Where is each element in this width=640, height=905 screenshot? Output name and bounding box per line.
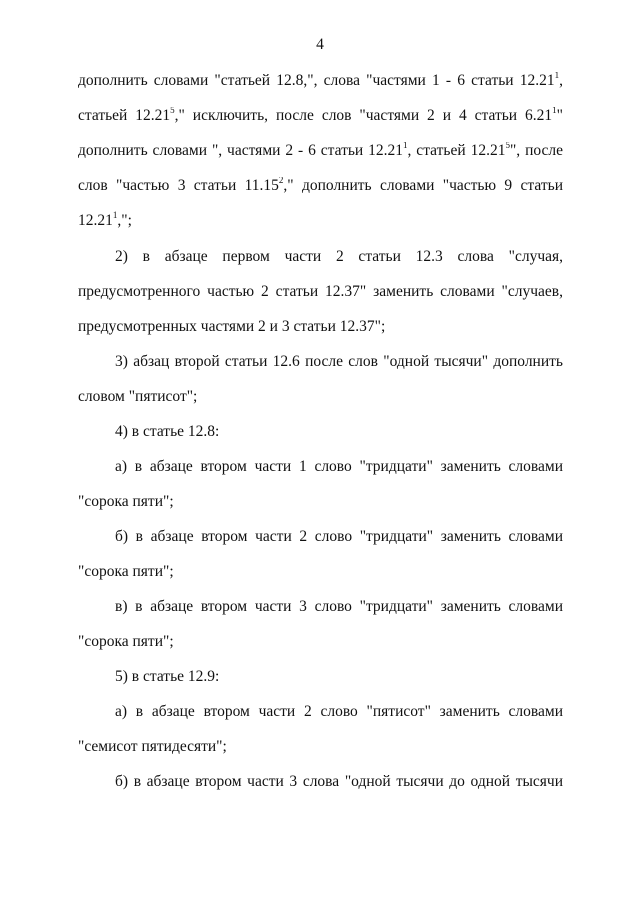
text-segment: , статьей 12.21 bbox=[407, 142, 506, 159]
text-line bbox=[78, 563, 563, 581]
text-segment: ," дополнить словами "частью 9 статьи bbox=[283, 177, 563, 194]
superscript: 5 bbox=[170, 107, 175, 115]
text-line bbox=[115, 773, 563, 793]
text-line bbox=[115, 423, 563, 441]
text-segment: "сорока пяти"; bbox=[78, 633, 174, 650]
text-segment: , bbox=[559, 72, 563, 89]
text-segment: "семисот пятидесяти"; bbox=[78, 738, 227, 755]
text-segment: б) в абзаце втором части 3 слова "одной тысячи до одной тысячи bbox=[115, 773, 563, 790]
text-segment: ,"; bbox=[117, 212, 132, 229]
text-line bbox=[115, 703, 563, 723]
text-segment: 12.21 bbox=[78, 212, 113, 229]
superscript: 1 bbox=[112, 210, 118, 220]
superscript: 1 bbox=[403, 142, 408, 150]
text-segment: а) в абзаце втором части 1 слово "тридцати" заменить словами bbox=[115, 458, 563, 475]
text-segment: словом "пятисот"; bbox=[78, 388, 198, 405]
text-segment: 5) в статье 12.9: bbox=[115, 668, 220, 685]
text-line bbox=[115, 668, 563, 686]
text-line bbox=[78, 318, 563, 336]
superscript: 5 bbox=[505, 142, 510, 150]
text-line bbox=[115, 598, 563, 618]
text-segment: ," исключить, после слов "частями 2 и 4 статьи 6.21 bbox=[174, 107, 553, 124]
page-number: 4 bbox=[316, 36, 324, 53]
text-line bbox=[78, 738, 563, 756]
text-segment: 4) в статье 12.8: bbox=[115, 423, 220, 440]
text-segment: дополнить словами "статьей 12.8,", слова "частями 1 - 6 статьи 12.21 bbox=[78, 72, 555, 89]
text-line bbox=[78, 107, 563, 127]
superscript: 2 bbox=[278, 177, 284, 185]
text-line bbox=[78, 493, 563, 511]
text-segment: предусмотренного частью 2 статьи 12.37" заменить словами "случаев, bbox=[78, 283, 563, 300]
text-line bbox=[78, 142, 563, 162]
text-line bbox=[115, 353, 563, 373]
text-line bbox=[78, 388, 563, 406]
text-segment: "сорока пяти"; bbox=[78, 493, 174, 510]
text-segment: 2) в абзаце первом части 2 статьи 12.3 слова "случая, bbox=[115, 248, 563, 265]
text-segment: а) в абзаце втором части 2 слово "пятисот" заменить словами bbox=[115, 703, 563, 720]
text-segment: "сорока пяти"; bbox=[78, 563, 174, 580]
text-line bbox=[115, 528, 563, 548]
text-segment: предусмотренных частями 2 и 3 статьи 12.37"; bbox=[78, 318, 386, 335]
text-segment: " bbox=[556, 107, 563, 124]
text-segment: б) в абзаце втором части 2 слово "тридцати" заменить словами bbox=[115, 528, 563, 545]
superscript: 1 bbox=[552, 107, 557, 115]
text-segment: дополнить словами ", частями 2 - 6 статьи 12.21 bbox=[78, 142, 404, 159]
text-line bbox=[115, 458, 563, 478]
text-line bbox=[78, 72, 563, 92]
superscript: 1 bbox=[554, 72, 560, 80]
text-segment: слов "частью 3 статьи 11.15 bbox=[78, 177, 279, 194]
text-line bbox=[78, 283, 563, 303]
text-segment: статьей 12.21 bbox=[78, 107, 171, 124]
text-line bbox=[78, 212, 563, 230]
text-line bbox=[78, 633, 563, 651]
text-segment: 3) абзац второй статьи 12.6 после слов "одной тысячи" дополнить bbox=[115, 353, 563, 370]
text-line bbox=[115, 248, 563, 268]
text-line bbox=[78, 177, 563, 197]
text-segment: ", после bbox=[509, 142, 563, 159]
text-segment: в) в абзаце втором части 3 слово "тридцати" заменить словами bbox=[115, 598, 563, 615]
